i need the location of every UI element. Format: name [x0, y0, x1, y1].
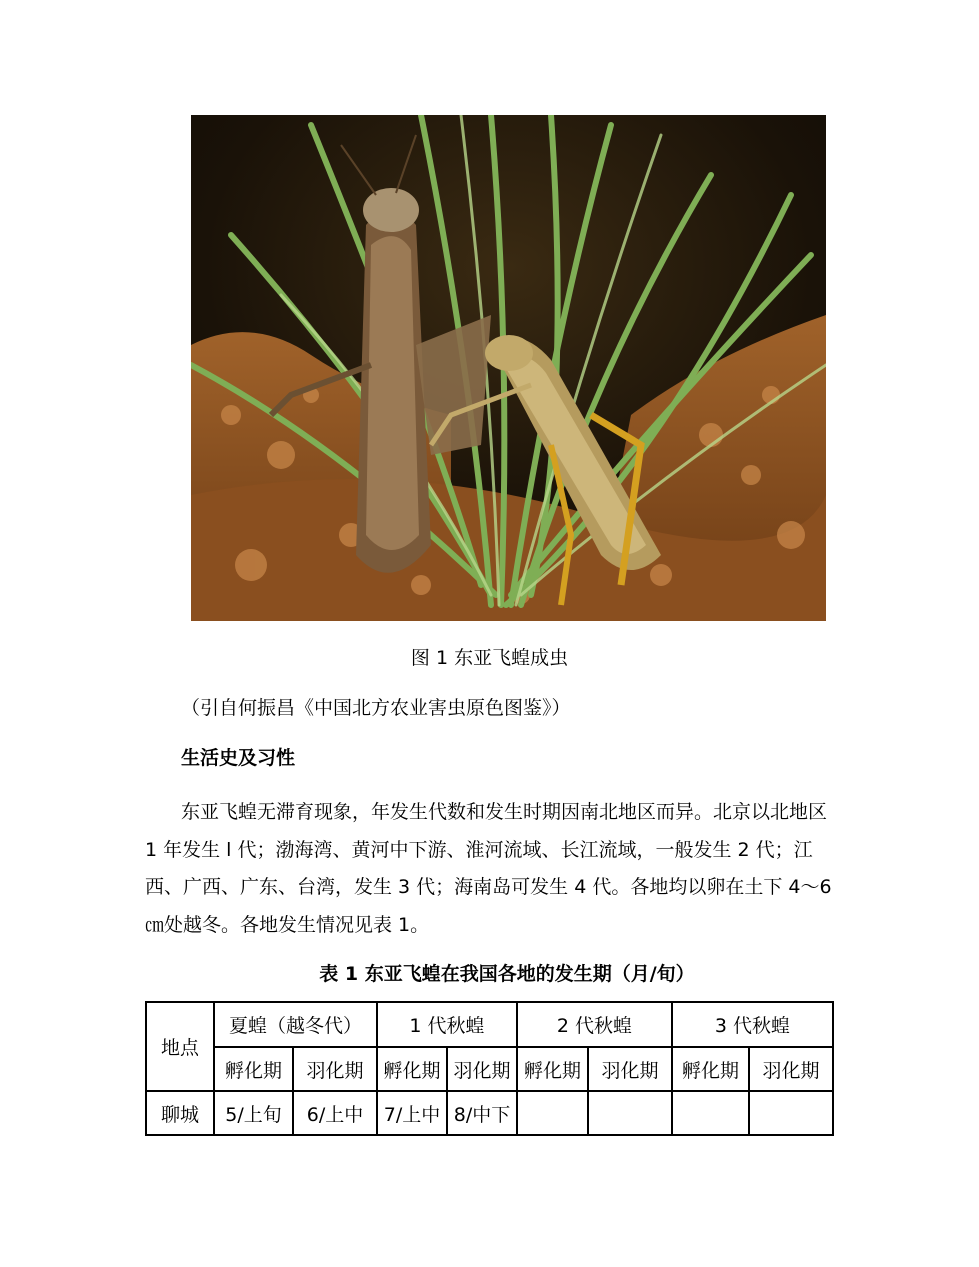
- date-cell: [517, 1091, 588, 1135]
- paragraph-line: 西、广西、广东、台湾，发生 3 代；海南岛可发生 4 代。各地均以卵在土下 4～6: [145, 876, 832, 898]
- group-header: 1 代秋蝗: [377, 1002, 517, 1047]
- locust-illustration: [191, 115, 826, 621]
- table-subheader-row: [146, 1047, 833, 1091]
- group-header: 夏蝗（越冬代）: [214, 1002, 377, 1047]
- locust-photo: [191, 115, 826, 621]
- date-cell: 6/上中: [293, 1091, 377, 1135]
- table-header-row: [146, 1002, 833, 1047]
- sub-header: 羽化期: [588, 1047, 672, 1091]
- date-cell: [588, 1091, 672, 1135]
- sub-header: 孵化期: [517, 1047, 588, 1091]
- date-cell: 7/上中: [377, 1091, 447, 1135]
- paragraph-line: 东亚飞蝗无滞育现象，年发生代数和发生时期因南北地区而异。北京以北地区: [181, 801, 828, 823]
- sub-header: 孵化期: [214, 1047, 293, 1091]
- paragraph-line: 1 年发生 l 代；渤海湾、黄河中下游、淮河流域、长江流域，一般发生 2 代；江: [145, 838, 813, 861]
- sub-header: 孵化期: [672, 1047, 749, 1091]
- location-cell: 聊城: [146, 1091, 214, 1135]
- sub-header: 羽化期: [749, 1047, 833, 1091]
- group-header: 2 代秋蝗: [517, 1002, 672, 1047]
- date-cell: 5/上旬: [214, 1091, 293, 1135]
- sub-header: 羽化期: [447, 1047, 517, 1091]
- section-heading: 生活史及习性: [181, 747, 296, 769]
- paragraph-line: ㎝处越冬。各地发生情况见表 1。: [145, 913, 430, 936]
- sub-header: 羽化期: [293, 1047, 377, 1091]
- location-header: 地点: [146, 1002, 214, 1091]
- sub-header: 孵化期: [377, 1047, 447, 1091]
- table-title: 表 1 东亚飞蝗在我国各地的发生期（月/旬）: [319, 963, 695, 985]
- date-cell: [672, 1091, 749, 1135]
- figure-caption: 图 1 东亚飞蝗成虫: [410, 647, 569, 669]
- date-cell: [749, 1091, 833, 1135]
- life-history-paragraph: [145, 794, 840, 944]
- table-row: [146, 1091, 833, 1135]
- figure-citation: （引自何振昌《中国北方农业害虫原色图鉴》）: [181, 697, 571, 719]
- group-header: 3 代秋蝗: [672, 1002, 833, 1047]
- occurrence-table: [145, 1001, 834, 1136]
- date-cell: 8/中下: [447, 1091, 517, 1135]
